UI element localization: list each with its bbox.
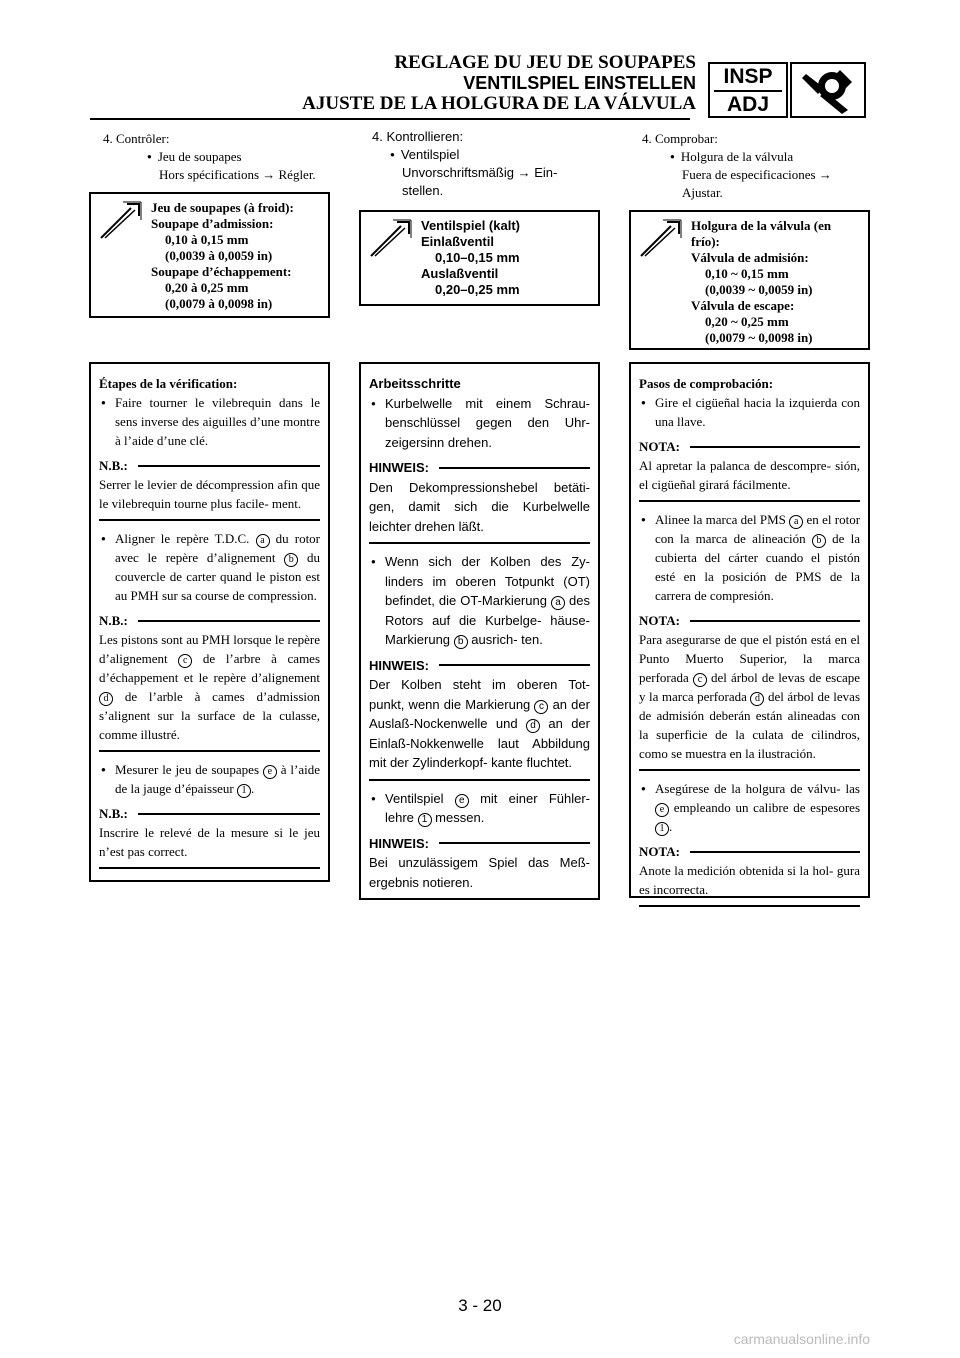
es-steps-title: Pasos de comprobación: [639, 376, 774, 391]
callout-b: b [454, 635, 468, 649]
fr-spec-title: Jeu de soupapes (à froid): [151, 200, 294, 215]
fr-intro-step: 4. Contrôler: [103, 131, 170, 146]
fr-step-3: ● Mesurer le jeu de soupapes e à l’aide de la jauge d’épaisseur 1 . [99, 760, 320, 798]
fr-intro [103, 130, 328, 184]
callout-d: d [99, 692, 113, 706]
fr-steps-title: Étapes de la vérification: [99, 376, 238, 391]
fr-spec-exhaust-mm: 0,20 à 0,25 mm [165, 280, 249, 295]
callout-d: d [526, 719, 540, 733]
de-steps-box [359, 362, 600, 900]
es-intro-action: Fuera de especificaciones → [682, 167, 832, 182]
de-step-1: ● Kurbelwelle mit einem Schrau- benschlüssel gegen den Uhr- zeigersinn drehen. [369, 394, 590, 453]
fr-spec-box [89, 192, 330, 318]
header-title-de: VENTILSPIEL EINSTELLEN [463, 73, 696, 93]
callout-1: 1 [655, 822, 669, 836]
callout-e: e [655, 803, 669, 817]
wrench-icon [367, 218, 413, 260]
de-steps-title: Arbeitsschritte [369, 376, 461, 391]
fr-steps-box [89, 362, 330, 882]
fr-intro-item: ● Jeu de soupapes [103, 148, 328, 166]
de-intro [372, 128, 600, 200]
fr-note-1: Serrer le levier de décompression afin que le vilebrequin tourne plus facile- ment. [99, 477, 320, 511]
es-step-3: ● Asegúrese de la holgura de válvu- las e empleando un calibre de espesores 1 . [639, 779, 860, 836]
es-note-1: Al apretar la palanca de descompre- sión, el cigüeñal girará fácilmente. [639, 458, 860, 492]
header-title-fr: REGLAGE DU JEU DE SOUPAPES [394, 52, 696, 73]
es-spec-intake-mm: 0,10 ~ 0,15 mm [705, 266, 789, 281]
fr-spec-exhaust-label: Soupape d’échappement: [151, 264, 292, 279]
badge-adj: ADJ [726, 93, 769, 116]
de-spec-box [359, 210, 600, 306]
fr-intro-action: Hors spécifications → Régler. [159, 167, 316, 182]
fr-spec-intake-in: (0,0039 à 0,0059 in) [165, 248, 273, 263]
callout-e: e [263, 765, 277, 779]
es-spec-exhaust-label: Válvula de escape: [691, 298, 795, 313]
callout-a: a [256, 534, 270, 548]
wrench-icon [637, 218, 683, 260]
footer-watermark: carmanualsonline.info [733, 1331, 870, 1347]
de-spec-exhaust-mm: 0,20–0,25 mm [435, 282, 520, 297]
fr-spec-intake-mm: 0,10 à 0,15 mm [165, 232, 249, 247]
de-spec-intake-label: Einlaßventil [421, 234, 494, 249]
callout-a: a [551, 596, 565, 610]
insp-adj-badge [708, 62, 788, 118]
callout-c: c [693, 673, 707, 687]
tools-icon [790, 62, 866, 118]
callout-1: 1 [237, 784, 251, 798]
es-spec-exhaust-mm: 0,20 ~ 0,25 mm [705, 314, 789, 329]
callout-a: a [789, 515, 803, 529]
es-step-2: ● Alinee la marca del PMS a en el rotor con la marca de alineación b de la cubierta del cárter cuando el pistón esté en la posición de PMS de la carrera de compresión. [639, 510, 860, 605]
de-spec-exhaust-label: Auslaßventil [421, 266, 499, 281]
de-note-3: Bei unzulässigem Spiel das Meß- ergebnis notieren. [369, 855, 590, 890]
header-title-es: AJUSTE DE LA HOLGURA DE LA VÁLVULA [302, 93, 696, 114]
es-intro-action-2: Ajustar. [682, 185, 723, 200]
de-intro-action: Unvorschriftsmäßig → Ein- [402, 165, 558, 180]
de-note-1: Den Dekompressionshebel betäti- gen, damit sich die Kurbelwelle leichter drehen läßt. [369, 479, 590, 534]
callout-e: e [455, 794, 469, 808]
de-note-2: Der Kolben steht im oberen Tot- punkt, wenn die Markierung c an der Auslaß-Nockenwelle und d an der Einlaß-Nokkenwelle laut Abbildung mit der Zylinderkopf- kante fluchtet. [369, 677, 590, 770]
de-note-label: HINWEIS: [369, 835, 429, 851]
de-intro-action-2: stellen. [402, 183, 444, 198]
es-note-label: NOTA: [639, 613, 680, 628]
de-step-3: ● Ventilspiel e mit einer Fühler- lehre 1 messen. [369, 789, 590, 828]
callout-c: c [534, 700, 548, 714]
fr-note-label: N.B.: [99, 806, 128, 821]
wrench-icon [97, 200, 143, 242]
es-note-3: Anote la medición obtenida si la hol- gura es incorrecta. [639, 863, 860, 897]
callout-b: b [284, 553, 298, 567]
es-intro [642, 130, 868, 202]
es-note-label: NOTA: [639, 439, 680, 454]
es-spec-intake-in: (0,0039 ~ 0,0059 in) [705, 282, 813, 297]
es-note-2: Para asegurarse de que el pistón está en el Punto Muerto Superior, la marca perforada c del árbol de levas de escape y la marca perforada d del árbol de levas de admisión deberán están alineadas con la superficie de la culata de cilindros, como se muestra en la ilustración. [639, 632, 861, 761]
fr-note-label: N.B.: [99, 458, 128, 473]
fr-note-3: Inscrire le relevé de la mesure si le jeu n’est pas correct. [99, 825, 320, 859]
fr-step-1: ● Faire tourner le vilebrequin dans le sens inverse des aiguilles d’une montre à l’aide d’une clé. [99, 393, 320, 450]
es-spec-intake-label: Válvula de admisión: [691, 250, 809, 265]
es-intro-item: ● Holgura de la válvula [642, 148, 868, 166]
es-spec-title: Holgura de la válvula (en [691, 218, 832, 233]
callout-d: d [750, 692, 764, 706]
callout-c: c [178, 654, 192, 668]
de-intro-step: 4. Kontrollieren: [372, 129, 464, 144]
de-step-2: ● Wenn sich der Kolben des Zy- linders im oberen Totpunkt (OT) befindet, die OT-Markierung a des Rotors auf die Kurbelge- häuse-Markierung b ausrich- ten. [369, 552, 590, 650]
de-spec-intake-mm: 0,10–0,15 mm [435, 250, 520, 265]
fr-step-2: ● Aligner le repère T.D.C. a du rotor avec le repère d’alignement b du couvercle de carter quand le piston est au PMH sur sa course de compression. [99, 529, 320, 605]
es-note-label: NOTA: [639, 844, 680, 859]
es-step-1: ● Gire el cigüeñal hacia la izquierda con una llave. [639, 393, 860, 431]
es-spec-exhaust-in: (0,0079 ~ 0,0098 in) [705, 330, 813, 345]
de-spec-title: Ventilspiel (kalt) [421, 218, 520, 233]
es-steps-box [629, 362, 870, 898]
fr-spec-exhaust-in: (0,0079 à 0,0098 in) [165, 296, 273, 311]
page-number: 3 - 20 [458, 1296, 502, 1315]
de-note-label: HINWEIS: [369, 657, 429, 673]
es-intro-step: 4. Comprobar: [642, 131, 718, 146]
callout-1: 1 [418, 813, 432, 827]
header-rule [90, 118, 690, 120]
fr-note-2: Les pistons sont au PMH lorsque le repère d’alignement c de l’arbre à cames d’échappement et le repère d’alignement d de l’arble à cames d’admission s’alignent sur la surface de la culasse, comme illustré. [99, 632, 321, 742]
de-note-label: HINWEIS: [369, 460, 429, 475]
es-spec-title-2: frío): [691, 234, 720, 249]
es-spec-box [629, 210, 870, 350]
callout-b: b [812, 534, 826, 548]
fr-note-label: N.B.: [99, 613, 128, 628]
badge-insp: INSP [723, 65, 773, 88]
fr-spec-intake-label: Soupape d’admission: [151, 216, 274, 231]
de-intro-item: ● Ventilspiel [372, 146, 600, 164]
